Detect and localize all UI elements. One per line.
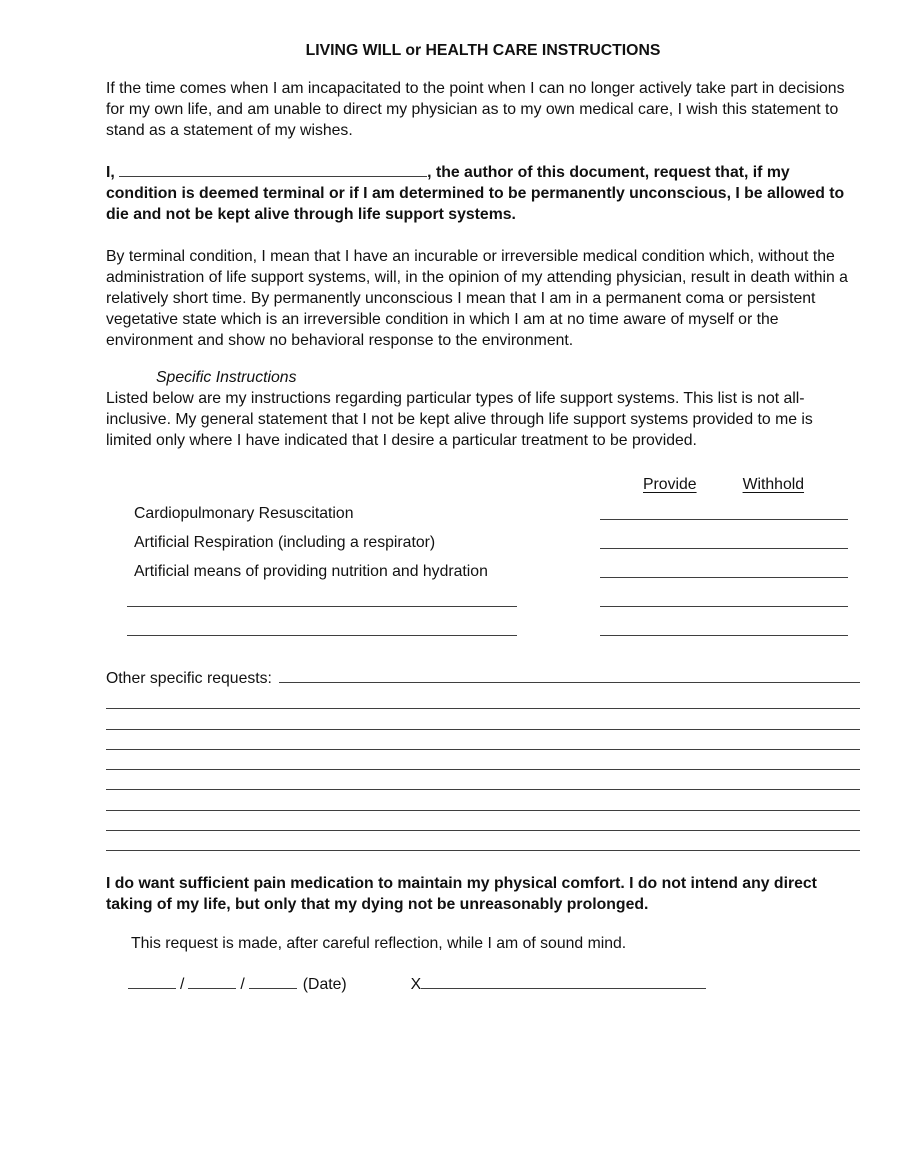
intro-paragraph: If the time comes when I am incapacitated to the point when I can no longer actively take part in decisions for my own life, and am unable to direct my physician as to my own medical care, I wish this statement to stand as a statement of my wishes. — [106, 80, 845, 139]
writing-line[interactable] — [106, 709, 860, 729]
other-requests-blank[interactable] — [279, 670, 860, 683]
writing-line[interactable] — [106, 689, 860, 709]
column-header-withhold: Withhold — [742, 476, 805, 493]
row-label: Artificial means of providing nutrition and hydration — [134, 563, 488, 580]
other-requests-label: Other specific requests: — [106, 670, 272, 687]
date-day-blank[interactable] — [188, 977, 236, 989]
table-row-blank — [106, 588, 860, 611]
writing-line[interactable] — [106, 811, 860, 831]
row-label: Cardiopulmonary Resuscitation — [134, 505, 354, 522]
author-name-blank[interactable] — [119, 165, 427, 177]
pain-medication-statement: I do want sufficient pain medication to maintain my physical comfort. I do not intend any direct taking of my life, but only that my dying not be unreasonably prolonged. — [106, 875, 817, 914]
writing-line[interactable] — [106, 770, 860, 790]
treatment-table — [106, 474, 860, 640]
table-row-cpr — [106, 503, 860, 524]
date-signature-row — [106, 974, 860, 995]
writing-line[interactable] — [106, 750, 860, 770]
treatment-table-header — [106, 474, 860, 495]
specific-instructions-heading: Specific Instructions — [156, 369, 297, 386]
writing-line[interactable] — [106, 790, 860, 810]
date-year-blank[interactable] — [249, 977, 297, 989]
specific-instructions-body: Listed below are my instructions regarding particular types of life support systems. This list is not all-inclusive. My general statement that I not be kept alive through life support systems provided to me is limited only where I have indicated that I desire a particular treatment to be provided. — [106, 390, 813, 449]
provide-withhold-blank[interactable] — [600, 505, 848, 520]
provide-withhold-blank[interactable] — [600, 563, 848, 578]
date-label: (Date) — [302, 976, 347, 994]
date-month-blank[interactable] — [128, 977, 176, 989]
provide-withhold-blank[interactable] — [600, 592, 848, 607]
table-row-artificial-respiration — [106, 532, 860, 553]
treatment-name-blank[interactable] — [127, 592, 517, 607]
writing-line[interactable] — [106, 730, 860, 750]
sound-mind-statement: This request is made, after careful reflection, while I am of sound mind. — [131, 935, 627, 953]
declaration-paragraph — [106, 162, 860, 225]
document-title: LIVING WILL or HEALTH CARE INSTRUCTIONS — [305, 42, 661, 59]
declaration-prefix: I, — [106, 164, 115, 181]
writing-line[interactable] — [106, 831, 860, 851]
definitions-paragraph: By terminal condition, I mean that I have an incurable or irreversible medical condition which, without the administration of life support systems, will, in the opinion of my attending physician, result in death within a relatively short time. By permanently unconscious I mean that I am in a permanent coma or persistent vegetative state which is an irreversible condition in which I am at no time aware of myself or the environment and show no behavioral response to the environment. — [106, 248, 848, 349]
table-row-nutrition-hydration — [106, 561, 860, 582]
date-separator: / — [240, 976, 245, 994]
other-requests-writing-area — [106, 689, 860, 851]
treatment-name-blank[interactable] — [127, 621, 517, 636]
signature-blank[interactable] — [421, 977, 706, 989]
provide-withhold-blank[interactable] — [600, 621, 848, 636]
declaration-suffix: , the author of this document, request that, if my condition is deemed terminal or if I am determined to be permanently unconscious, I be allowed to die and not be kept alive through life support systems. — [106, 164, 845, 223]
row-label: Artificial Respiration (including a respirator) — [134, 534, 436, 551]
other-requests-row — [106, 668, 860, 689]
provide-withhold-blank[interactable] — [600, 534, 848, 549]
signature-x-label: X — [410, 976, 422, 994]
date-separator: / — [180, 976, 185, 994]
column-header-provide: Provide — [643, 476, 697, 493]
table-row-blank — [106, 617, 860, 640]
